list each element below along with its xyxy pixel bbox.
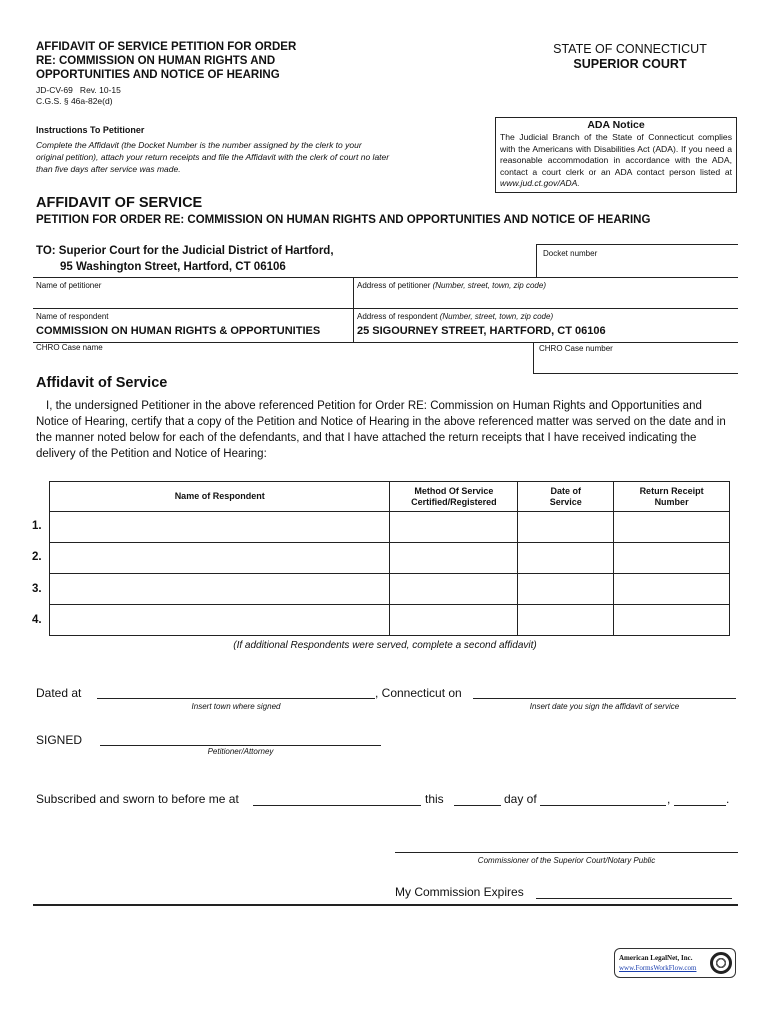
court-address-line2: 95 Washington Street, Hartford, CT 06106: [60, 261, 286, 273]
row-number: 2.: [32, 551, 42, 563]
respondent-name-label: Name of respondent: [36, 312, 109, 321]
form-title-line: OPPORTUNITIES AND NOTICE OF HEARING: [36, 69, 280, 81]
court-name: SUPERIOR COURT: [573, 57, 687, 71]
table-row: [50, 605, 730, 636]
ada-link[interactable]: www.jud.ct.gov/ADA.: [500, 178, 580, 188]
petitioner-name-label: Name of petitioner: [36, 281, 102, 290]
form-number: JD-CV-69 Rev. 10-15: [36, 85, 121, 95]
column-divider: [353, 277, 354, 343]
publisher-logo-icon: [710, 952, 732, 974]
instructions-heading: Instructions To Petitioner: [36, 125, 145, 135]
table-header-row: [50, 482, 730, 512]
affidavit-heading: Affidavit of Service: [36, 375, 168, 391]
additional-respondents-note: (If additional Respondents were served, complete a second affidavit): [233, 640, 537, 651]
commissioner-hint: Commissioner of the Superior Court/Notary Public: [477, 856, 656, 865]
subscribed-label: Subscribed and sworn to before me at: [36, 792, 239, 806]
respondent-address-hint: (Number, street, town, zip code): [439, 312, 554, 321]
court-address-line1: TO: Superior Court for the Judicial District of Hartford,: [36, 245, 334, 257]
rule: [533, 373, 738, 374]
comma-text: ,: [667, 792, 671, 806]
petitioner-address-label-text: Address of petitioner: [357, 281, 431, 290]
state-name: STATE OF CONNECTICUT: [553, 42, 707, 56]
publisher-link[interactable]: www.FormsWorkFlow.com: [619, 964, 697, 972]
docket-number-label: Docket number: [543, 249, 598, 258]
sworn-location-line[interactable]: [253, 805, 421, 806]
petitioner-address-label: [357, 281, 546, 290]
signature-line[interactable]: [100, 745, 381, 746]
month-line[interactable]: [540, 805, 666, 806]
year-line[interactable]: [674, 805, 726, 806]
rule: [33, 308, 738, 309]
town-hint: Insert town where signed: [191, 702, 281, 711]
form-title: [36, 40, 336, 82]
cell-date[interactable]: [518, 605, 614, 636]
period-text: .: [726, 792, 730, 806]
respondent-address-value[interactable]: 25 SIGOURNEY STREET, HARTFORD, CT 06106: [357, 325, 606, 337]
cell-method[interactable]: [390, 543, 518, 574]
rule: [33, 342, 738, 343]
chro-case-number-field[interactable]: [537, 354, 735, 372]
chro-case-name-label: CHRO Case name: [36, 343, 103, 352]
publisher-name: American LegalNet, Inc.: [619, 954, 693, 962]
chro-case-name-field[interactable]: [36, 352, 531, 372]
cell-date[interactable]: [518, 512, 614, 543]
cell-receipt[interactable]: [614, 543, 730, 574]
respondent-address-label: [357, 312, 553, 321]
row-number: 4.: [32, 614, 42, 626]
header-method-of-service: Method Of Service Certified/Registered: [390, 482, 518, 512]
town-signed-line[interactable]: [97, 698, 375, 699]
day-line[interactable]: [454, 805, 501, 806]
day-of-label: day of: [504, 792, 537, 806]
cell-respondent-name[interactable]: [50, 574, 390, 605]
instructions-text: Complete the Affidavit (the Docket Number is the number assigned by the clerk to your original petition), attach your return receipts and file the Affidavit with the clerk of court no later than five days after service was made.: [36, 140, 390, 174]
commission-expires-line[interactable]: [536, 898, 732, 899]
header-name-of-respondent: Name of Respondent: [50, 482, 390, 512]
form-title-line: RE: COMMISSION ON HUMAN RIGHTS AND: [36, 55, 276, 67]
chro-divider: [533, 342, 534, 374]
this-label: this: [425, 792, 444, 806]
sub-title: PETITION FOR ORDER RE: COMMISSION ON HUMAN RIGHTS AND OPPORTUNITIES AND NOTICE OF HEARING: [36, 214, 651, 226]
cell-date[interactable]: [518, 574, 614, 605]
ada-notice: [495, 117, 737, 193]
publisher-badge: [614, 948, 736, 978]
form-title-line: AFFIDAVIT OF SERVICE PETITION FOR ORDER: [36, 41, 297, 53]
table-row: [50, 512, 730, 543]
ada-text: The Judicial Branch of the State of Connecticut complies with the Americans with Disabilities Act (ADA). If you need a reasonable accommodation in accordance with the ADA, contact a court clerk or an ADA contact person listed at: [500, 132, 732, 177]
docket-top-line: [536, 244, 738, 245]
affidavit-body: [36, 398, 736, 462]
cell-method[interactable]: [390, 574, 518, 605]
date-hint: Insert date you sign the affidavit of service: [529, 702, 680, 711]
commissioner-signature-line[interactable]: [395, 852, 738, 853]
signed-label: SIGNED: [36, 733, 83, 747]
header-date-of-service: Date of Service: [518, 482, 614, 512]
rule: [33, 277, 738, 278]
cell-respondent-name[interactable]: [50, 605, 390, 636]
cell-receipt[interactable]: [614, 605, 730, 636]
chro-case-number-label: CHRO Case number: [539, 344, 613, 353]
respondent-address-label-text: Address of respondent: [357, 312, 438, 321]
form-meta: [36, 85, 121, 106]
cell-receipt[interactable]: [614, 512, 730, 543]
header-return-receipt: Return Receipt Number: [614, 482, 730, 512]
commission-expires-label: My Commission Expires: [395, 885, 524, 899]
date-signed-line[interactable]: [473, 698, 736, 699]
bottom-rule: [33, 904, 738, 906]
cell-respondent-name[interactable]: [50, 512, 390, 543]
petitioner-address-hint: (Number, street, town, zip code): [432, 281, 546, 290]
main-title: AFFIDAVIT OF SERVICE: [36, 195, 203, 211]
docket-divider: [536, 244, 537, 277]
ada-title: ADA Notice: [587, 119, 645, 131]
cell-respondent-name[interactable]: [50, 543, 390, 574]
court-header: [520, 42, 740, 72]
signed-hint: Petitioner/Attorney: [207, 747, 274, 756]
table-row: [50, 574, 730, 605]
respondent-name-value[interactable]: COMMISSION ON HUMAN RIGHTS & OPPORTUNITIES: [36, 325, 321, 337]
docket-number-field[interactable]: [540, 259, 735, 275]
dated-at-label: Dated at: [36, 686, 82, 700]
statute: C.G.S. § 46a-82e(d): [36, 95, 113, 106]
cell-method[interactable]: [390, 512, 518, 543]
connecticut-on-label: , Connecticut on: [375, 686, 462, 700]
table-row: [50, 543, 730, 574]
cell-receipt[interactable]: [614, 574, 730, 605]
row-number: 3.: [32, 583, 42, 595]
affidavit-body-text: I, the undersigned Petitioner in the above referenced Petition for Order RE: Commission on Human Rights and Opportunities and Notice of Hearing, certify that a copy of the Petition and Notice of Hearing in the above referenced matter was served on the date and in the manner noted below for each of the defendants, and that I have attached the return receipts that I have received indicating the delivery of the Petition and Notice of Hearing:: [36, 400, 726, 460]
cell-date[interactable]: [518, 543, 614, 574]
petitioner-address-field[interactable]: [357, 291, 735, 308]
row-number: 1.: [32, 520, 42, 532]
respondent-table: [49, 481, 730, 636]
court-address: [36, 243, 334, 275]
petitioner-name-field[interactable]: [36, 291, 350, 308]
cell-method[interactable]: [390, 605, 518, 636]
